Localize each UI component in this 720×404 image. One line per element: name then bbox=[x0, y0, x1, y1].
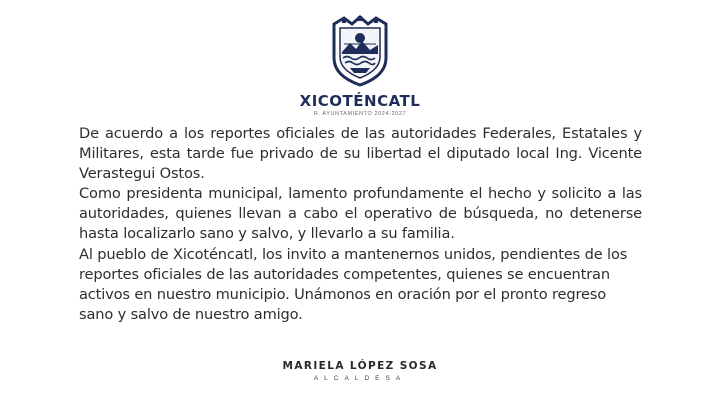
signature-block bbox=[0, 360, 720, 382]
statement-paragraph-3: Al pueblo de Xicoténcatl, los invito a mantenernos unidos, pendientes de los reportes oficiales de las autoridades competentes, quienes se encuentran activos en nuestro municipio. Unámonos en oración por el pronto regreso sano y salvo de nuestro amigo. bbox=[79, 245, 628, 323]
signatory-name: MARIELA LÓPEZ SOSA bbox=[282, 360, 438, 372]
municipal-coat-of-arms-logo bbox=[328, 14, 392, 88]
statement-body bbox=[79, 124, 642, 325]
signatory-title: ALCALDESA bbox=[313, 375, 407, 382]
municipality-name: XICOTÉNCATL bbox=[299, 92, 421, 110]
municipality-subtitle: R. AYUNTAMIENTO 2024-2027 bbox=[313, 111, 407, 117]
statement-paragraph-2: Como presidenta municipal, lamento profundamente el hecho y solicito a las autoridades, quienes llevan a cabo el operativo de búsqueda, no detenerse hasta localizarlo sano y salvo, y llevarlo a su familia. bbox=[79, 185, 642, 243]
statement-paragraph-1: De acuerdo a los reportes oficiales de las autoridades Federales, Estatales y Militares, esta tarde fue privado de su libertad el diputado local Ing. Vicente Verastegui Ostos. bbox=[79, 125, 642, 183]
header bbox=[0, 14, 720, 117]
